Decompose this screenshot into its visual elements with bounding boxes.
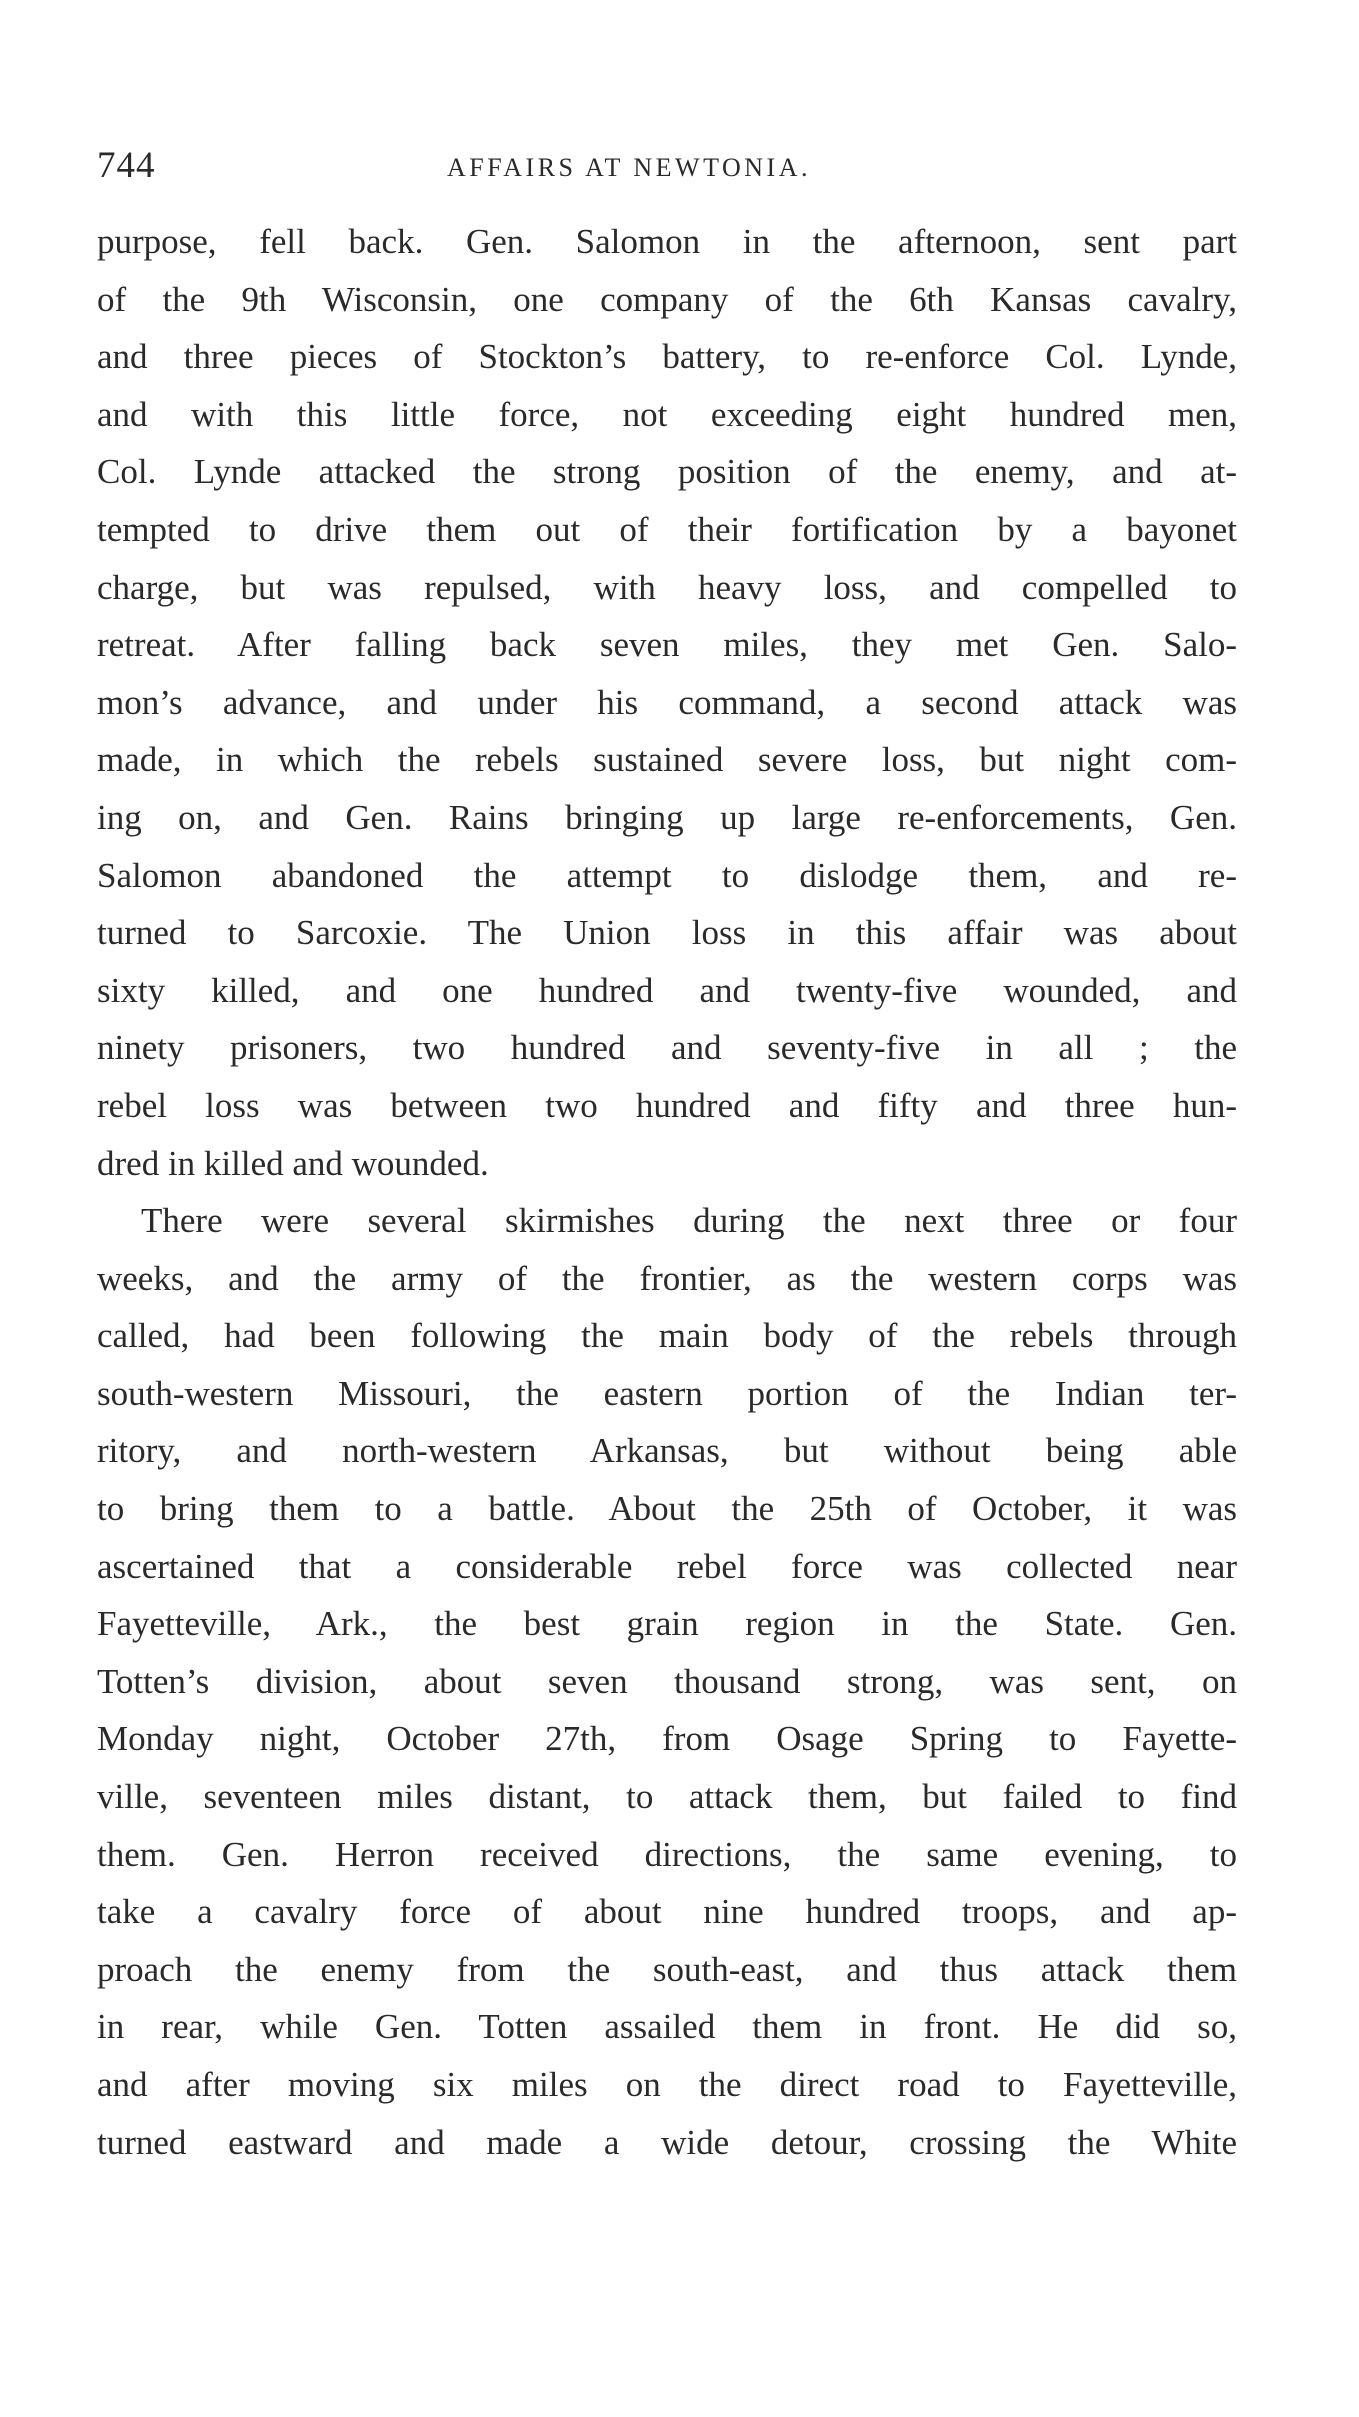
paragraph-1 [97,213,1237,1192]
text-line: dred in killed and wounded. [97,1143,489,1183]
text-line: Col. Lynde attacked the strong position of the enemy, and at- [97,452,1237,492]
text-line: ville, seventeen miles distant, to attack them, but failed to find [97,1777,1237,1817]
text-line: in rear, while Gen. Totten assailed them in front. He did so, [97,2007,1237,2047]
text-line: and with this little force, not exceeding eight hundred men, [97,394,1237,434]
text-line: tempted to drive them out of their fortification by a bayonet [97,509,1237,549]
text-line: charge, but was repulsed, with heavy loss, and compelled to [97,567,1237,607]
text-line: ninety prisoners, two hundred and seventy-five in all ; the [97,1028,1237,1068]
text-line: and three pieces of Stockton’s battery, to re-enforce Col. Lynde, [97,337,1237,377]
text-line: Monday night, October 27th, from Osage Spring to Fayette- [97,1719,1237,1759]
text-line: and after moving six miles on the direct road to Fayetteville, [97,2065,1237,2104]
running-title: AFFAIRS AT NEWTONIA. [447,153,811,182]
text-line: ing on, and Gen. Rains bringing up large re-enforcements, Gen. [97,797,1237,837]
text-line: Fayetteville, Ark., the best grain region in the State. Gen. [97,1604,1237,1644]
text-line: south-western Missouri, the eastern portion of the Indian ter- [97,1373,1237,1413]
paragraph-2 [97,1192,1237,2171]
body-text [97,213,1237,2171]
text-line: Totten’s division, about seven thousand strong, was sent, on [97,1661,1237,1701]
text-line: mon’s advance, and under his command, a second attack was [97,682,1237,722]
text-line: of the 9th Wisconsin, one company of the 6th Kansas cavalry, [97,279,1237,319]
text-line: take a cavalry force of about nine hundred troops, and ap- [97,1892,1237,1932]
text-line: proach the enemy from the south-east, and thus attack them [97,1949,1237,1989]
text-line: ritory, and north-western Arkansas, but without being able [97,1431,1237,1471]
text-line: weeks, and the army of the frontier, as the western corps was [97,1258,1237,1298]
text-line: them. Gen. Herron received directions, the same evening, to [97,1834,1237,1874]
running-head [97,142,1237,190]
text-line: sixty killed, and one hundred and twenty-five wounded, and [97,970,1237,1010]
text-line: rebel loss was between two hundred and fifty and three hun- [97,1085,1237,1125]
text-line: to bring them to a battle. About the 25th of October, it was [97,1489,1237,1529]
text-line: retreat. After falling back seven miles, they met Gen. Salo- [97,625,1237,665]
text-line: purpose, fell back. Gen. Salomon in the afternoon, sent part [97,222,1237,261]
text-line: Salomon abandoned the attempt to dislodge them, and re- [97,855,1237,895]
text-line: made, in which the rebels sustained severe loss, but night com- [97,740,1237,780]
page-number: 744 [97,145,156,186]
text-line: turned to Sarcoxie. The Union loss in this affair was about [97,913,1237,953]
text-line: turned eastward and made a wide detour, crossing the White [97,2122,1237,2162]
text-line: ascertained that a considerable rebel force was collected near [97,1546,1237,1586]
text-line: called, had been following the main body of the rebels through [97,1316,1237,1356]
text-line: There were several skirmishes during the next three or four [141,1201,1237,1241]
